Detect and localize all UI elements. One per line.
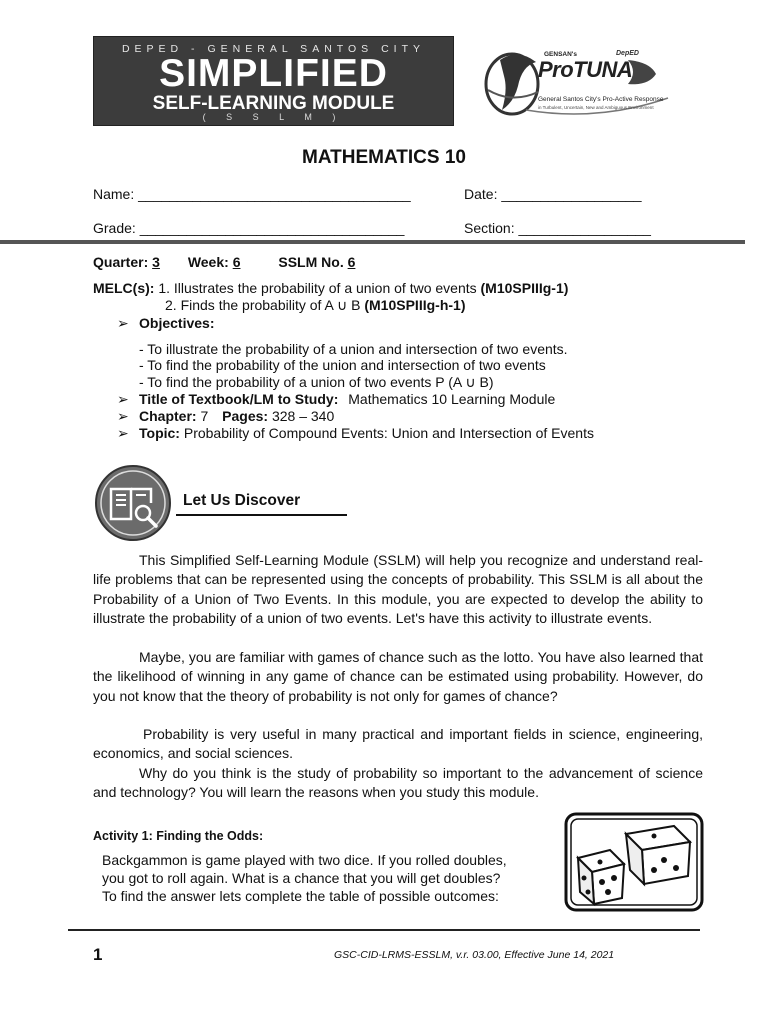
banner-mid-text: SELF-LEARNING MODULE <box>152 93 395 114</box>
objective-item: - To find the probability of the union and intersection of two events <box>139 357 546 373</box>
arrow-bullet-icon: ➢ <box>117 391 129 407</box>
melc-2-text: 2. Finds the probability of A ∪ B <box>165 297 365 313</box>
arrow-bullet-icon: ➢ <box>117 425 129 441</box>
protuna-logo <box>478 40 678 124</box>
melc-1-text: 1. Illustrates the probability of a union of two events <box>158 280 481 296</box>
logo-gensan-text: GENSAN's <box>544 51 577 58</box>
document-code: GSC-CID-LRMS-ESSLM, v.r. 03.00, Effective June 14, 2021 <box>334 949 615 961</box>
activity-line: you got to roll again. What is a chance that you will get doubles? <box>102 870 501 886</box>
textbook-value: Mathematics 10 Learning Module <box>348 391 556 407</box>
name-label: Name: <box>93 186 135 202</box>
pages-value: 328 – 340 <box>271 408 335 424</box>
grade-label: Grade: <box>93 220 136 236</box>
activity-line: To find the answer lets complete the table of possible outcomes: <box>102 888 499 904</box>
name-field[interactable] <box>93 186 411 202</box>
quarter-value: 3 <box>152 254 160 270</box>
chapter-label: Chapter: <box>139 408 197 424</box>
paragraph: Maybe, you are familiar with games of chance such as the lotto. You have also learned that the likelihood of winning in any game of chance can be estimated using probability. However, do you not know that the theory of probability is not only for games of chance? <box>93 649 703 704</box>
logo-tagline: General Santos City's Pro-Active Response <box>538 96 664 103</box>
grade-blank[interactable]: __________________________________ <box>139 220 405 236</box>
grade-field[interactable] <box>93 220 404 236</box>
melc-item-2 <box>165 297 465 314</box>
paragraph: Probability is very useful in many practical and important fields in science, engineering, economics, and social sciences. <box>93 726 703 762</box>
week-value: 6 <box>232 254 241 270</box>
paragraph: Why do you think is the study of probability so important to the advancement of science and technology? You will learn the reasons when you study this module. <box>93 765 703 801</box>
section-title-underline <box>176 514 347 516</box>
page-title: MATHEMATICS 10 <box>302 147 466 168</box>
activity-title: Activity 1: Finding the Odds: <box>93 829 264 843</box>
topic-line <box>117 425 594 442</box>
sslm-value: 6 <box>347 254 356 270</box>
objective-item: - To find the probability of a union of two events P (A ∪ B) <box>139 374 494 390</box>
arrow-bullet-icon: ➢ <box>117 408 129 424</box>
melc-item-1 <box>93 280 568 296</box>
page-number: 1 <box>93 945 103 964</box>
sslm-banner <box>93 36 454 126</box>
melc-1-code: (M10SPIIIg-1) <box>480 280 569 296</box>
banner-low-text: ( S S L M ) <box>202 112 345 122</box>
week-label: Week: <box>187 254 229 270</box>
logo-tagline-small: in Turbulent, Uncertain, New and Ambiguous Environment <box>538 105 654 110</box>
date-blank[interactable]: __________________ <box>501 186 642 202</box>
module-meta <box>93 254 355 270</box>
date-field[interactable] <box>464 186 642 202</box>
textbook-line <box>117 391 555 408</box>
section-label: Section: <box>464 220 515 236</box>
arrow-bullet-icon: ➢ <box>117 315 129 331</box>
textbook-label: Title of Textbook/LM to Study: <box>139 391 339 407</box>
objectives-heading <box>117 315 214 332</box>
objectives-label: Objectives: <box>139 315 215 331</box>
date-label: Date: <box>464 186 498 202</box>
logo-deped-text: DepED <box>616 50 639 57</box>
section-blank[interactable]: _________________ <box>518 220 651 236</box>
pages-label: Pages: <box>222 408 269 424</box>
dice-illustration <box>564 812 704 912</box>
logo-protuna-text: ProTUNA <box>538 57 633 82</box>
quarter-label: Quarter: <box>93 254 149 270</box>
topic-value: Probability of Compound Events: Union and Intersection of Events <box>183 425 594 441</box>
melc-2-code: (M10SPIIIg-h-1) <box>364 297 466 313</box>
book-magnifier-icon <box>93 463 173 543</box>
banner-top-text: DEPED - GENERAL SANTOS CITY <box>121 43 426 55</box>
chapter-line <box>117 408 334 425</box>
topic-label: Topic: <box>139 425 180 441</box>
footer-divider <box>68 929 700 931</box>
header-divider <box>0 240 745 244</box>
paragraph: This Simplified Self-Learning Module (SSLM) will help you recognize and understand real-life problems that can be represented using the concepts of probability. This SSLM is all about the Probability of a Union of Two Events. In this module, you are expected to develop the ability to illustrate the probability of a union of two events. Let's have this activity to illustrate events. <box>93 552 703 626</box>
name-blank[interactable]: ___________________________________ <box>138 186 411 202</box>
banner-big-text: SIMPLIFIED <box>159 52 388 95</box>
activity-line: Backgammon is game played with two dice. If you rolled doubles, <box>102 852 507 868</box>
chapter-value: 7 <box>200 408 209 424</box>
objective-item: - To illustrate the probability of a union and intersection of two events. <box>139 341 568 357</box>
sslm-label: SSLM No. <box>278 254 344 270</box>
section-title: Let Us Discover <box>183 492 301 509</box>
section-field[interactable] <box>464 220 651 236</box>
melc-label: MELC(s): <box>93 280 155 296</box>
